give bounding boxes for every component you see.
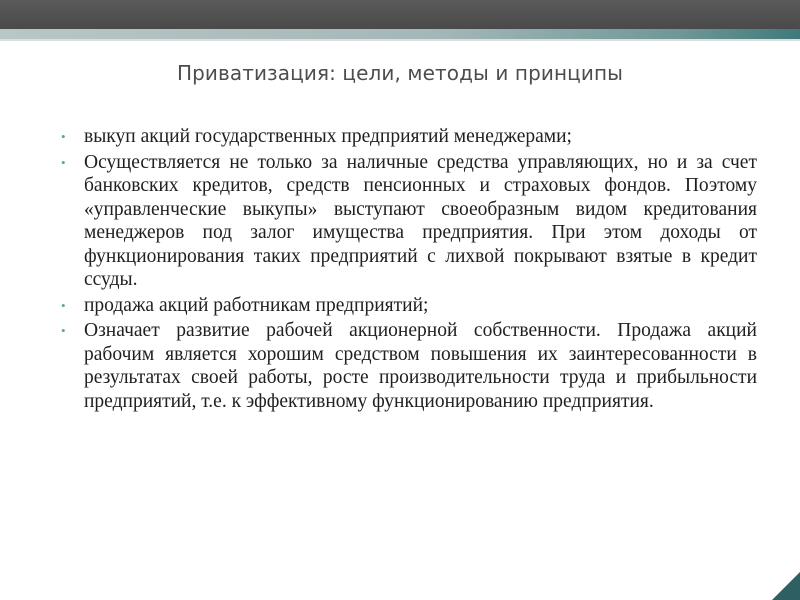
bullet-list bbox=[60, 125, 757, 415]
header-band bbox=[0, 0, 800, 29]
bullet-text: Означает развитие рабочей акционерной собственности. Продажа акций рабочим является хорошим средством повышения их заинтересованности в результатах своей работы, росте производительности труда и прибыльности предприятий, т.е. к эффективному функционированию предприятия. bbox=[84, 320, 757, 412]
header-accent-stripe bbox=[0, 29, 800, 39]
bullet-text: продажа акций работникам предприятий; bbox=[84, 294, 429, 316]
list-item bbox=[60, 125, 757, 149]
bullet-icon: • bbox=[61, 129, 66, 144]
bullet-icon: • bbox=[61, 154, 66, 170]
header-accent-edge bbox=[0, 39, 800, 41]
bullet-text: Осуществляется не только за наличные средства управляющих, но и за счет банковских кредитов, средств пенсионных и страховых фондов. Поэтому «управленческие выкупы» выступают своеобразным видом кредитования менеджеров под залог имущества предприятия. При этом доходы от функционирования таких предприятий с лихвой покрывают взятые в кредит ссуды. bbox=[84, 151, 757, 290]
list-item bbox=[60, 319, 757, 413]
corner-triangle-decoration bbox=[772, 572, 800, 600]
list-item bbox=[60, 294, 757, 318]
slide-title: Приватизация: цели, методы и принципы bbox=[176, 61, 624, 85]
bullet-text: выкуп акций государственных предприятий менеджерами; bbox=[84, 126, 572, 147]
bullet-icon: • bbox=[61, 297, 66, 313]
list-item bbox=[60, 151, 757, 292]
bullet-icon: • bbox=[61, 323, 66, 338]
